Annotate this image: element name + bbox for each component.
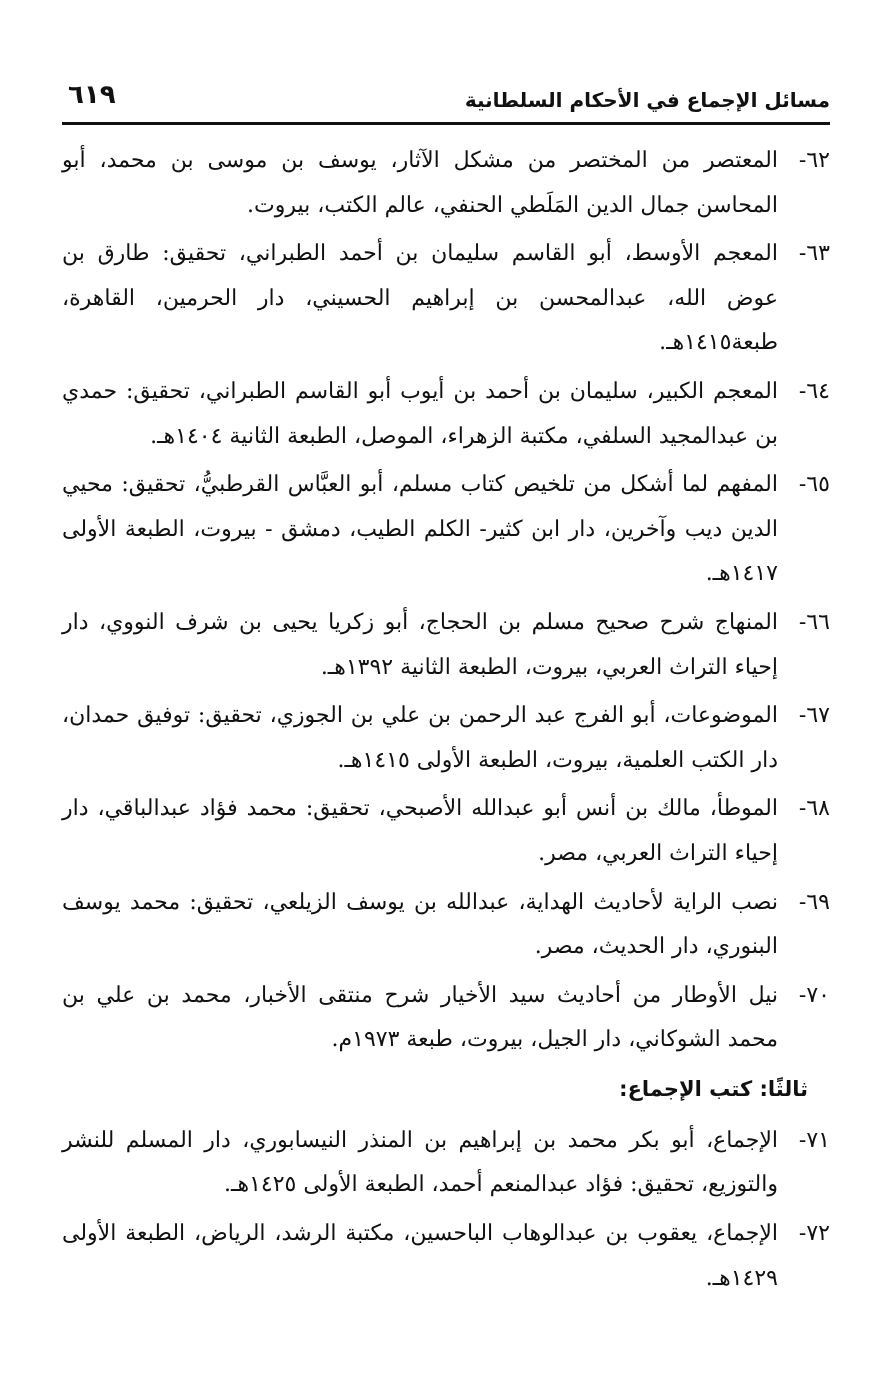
running-title: مسائل الإجماع في الأحكام السلطانية xyxy=(464,88,830,112)
entry-number: ٦٢- xyxy=(798,148,830,173)
bibliography-entry xyxy=(62,370,830,459)
entry-number: ٦٨- xyxy=(798,796,830,822)
bibliography-entry xyxy=(62,881,830,970)
entry-number: ٦٧- xyxy=(798,703,830,729)
bibliography-entry xyxy=(62,787,830,876)
entry-text: المفهم لما أشكل من تلخيص كتاب مسلم، أبو العبَّاس القرطبيُّ، تحقيق: محيي الدين ديب وآخرين، دار ابن كثير- الكلم الطيب، دمشق - بيروت، الطبعة الأولى ١٤١٧هـ. xyxy=(62,472,778,587)
bibliography-entry xyxy=(62,1119,830,1208)
page-number: ٦١٩ xyxy=(68,80,116,110)
section-heading: ثالثًا: كتب الإجماع: xyxy=(619,1076,808,1101)
entry-text: المعجم الكبير، سليمان بن أحمد بن أيوب أبو القاسم الطبراني، تحقيق: حمدي بن عبدالمجيد السلفي، مكتبة الزهراء، الموصل، الطبعة الثانية ١٤٠٤هـ. xyxy=(62,378,778,449)
entry-number: ٧٠- xyxy=(798,982,830,1008)
bibliography-entry xyxy=(62,601,830,690)
entry-text: الموضوعات، أبو الفرج عبد الرحمن بن علي بن الجوزي، تحقيق: توفيق حمدان، دار الكتب العلمية، بيروت، الطبعة الأولى ١٤١٥هـ. xyxy=(62,703,778,773)
book-page xyxy=(62,78,830,1305)
entry-number: ٦٩- xyxy=(798,889,830,915)
bibliography-list xyxy=(62,139,830,1301)
entry-text: المعجم الأوسط، أبو القاسم سليمان بن أحمد الطبراني، تحقيق: طارق بن عوض الله، عبدالمحسن بن إبراهيم الحسيني، دار الحرمين، القاهرة، طبعة١٤١٥هـ. xyxy=(62,241,778,356)
bibliography-entry xyxy=(62,694,830,783)
bibliography-entry xyxy=(62,974,830,1063)
entry-text: الإجماع، أبو بكر محمد بن إبراهيم بن المنذر النيسابوري، دار المسلم للنشر والتوزيع، تحقيق: فؤاد عبدالمنعم أحمد، الطبعة الأولى ١٤٢٥هـ. xyxy=(62,1127,778,1198)
entry-text: نصب الراية لأحاديث الهداية، عبدالله بن يوسف الزيلعي، تحقيق: محمد يوسف البنوري، دار الحديث، مصر. xyxy=(62,889,778,960)
entry-number: ٦٦- xyxy=(798,609,830,635)
entry-text: الموطأ، مالك بن أنس أبو عبدالله الأصبحي، تحقيق: محمد فؤاد عبدالباقي، دار إحياء التراث العربي، مصر. xyxy=(62,796,778,866)
entry-text: نيل الأوطار من أحاديث سيد الأخيار شرح منتقى الأخبار، محمد بن علي بن محمد الشوكاني، دار الجيل، بيروت، طبعة ١٩٧٣م. xyxy=(62,982,778,1053)
entry-number: ٦٣- xyxy=(798,241,830,267)
bibliography-entry xyxy=(62,139,830,228)
entry-number: ٧٢- xyxy=(798,1221,830,1247)
entry-number: ٧١- xyxy=(798,1127,830,1153)
bibliography-entry xyxy=(62,1212,830,1301)
entry-text: الإجماع، يعقوب بن عبدالوهاب الباحسين، مكتبة الرشد، الرياض، الطبعة الأولى ١٤٢٩هـ. xyxy=(62,1221,778,1291)
entry-text: المعتصر من المختصر من مشكل الآثار، يوسف بن موسى بن محمد، أبو المحاسن جمال الدين المَلَطي الحنفي، عالم الكتب، بيروت. xyxy=(62,148,778,218)
entry-number: ٦٥- xyxy=(798,472,830,498)
bibliography-entry xyxy=(62,463,830,597)
entry-number: ٦٤- xyxy=(798,378,830,404)
entry-text: المنهاج شرح صحيح مسلم بن الحجاج، أبو زكريا يحيى بن شرف النووي، دار إحياء التراث العربي، بيروت، الطبعة الثانية ١٣٩٢هـ. xyxy=(62,609,778,680)
page-header xyxy=(62,78,830,125)
bibliography-entry xyxy=(62,232,830,366)
